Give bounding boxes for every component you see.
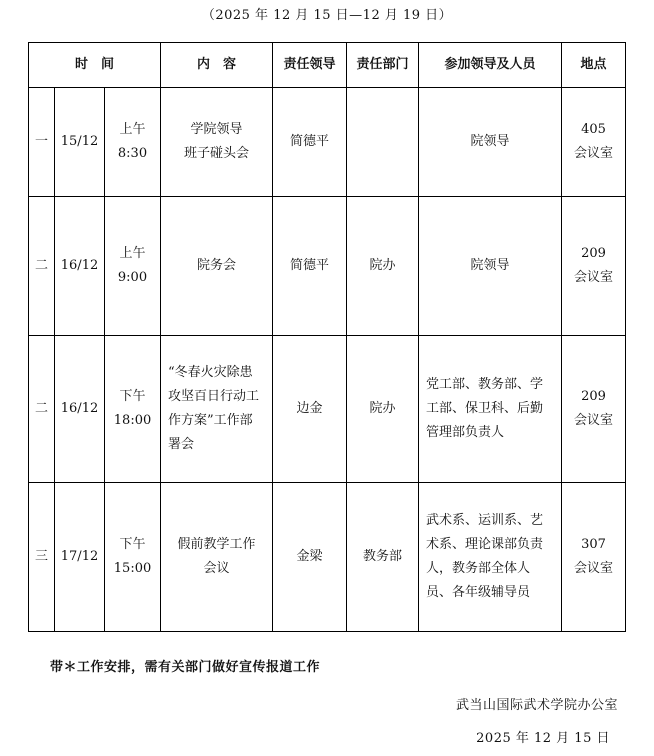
table-row <box>29 88 626 197</box>
header-leader: 责任领导 <box>273 43 347 88</box>
location-room: 405 <box>581 122 606 137</box>
table-header-row <box>29 43 626 88</box>
header-participants: 参加领导及人员 <box>419 43 562 88</box>
date-cell: 17/12 <box>55 483 105 632</box>
content-cell <box>161 197 273 336</box>
location-room: 307 <box>581 537 606 552</box>
leader-cell: 简德平 <box>273 88 347 197</box>
content-line: 会议 <box>203 561 230 576</box>
header-department: 责任部门 <box>347 43 419 88</box>
date-cell: 16/12 <box>55 197 105 336</box>
department-cell: 院办 <box>347 336 419 483</box>
weekly-schedule-table <box>28 42 626 632</box>
time-cell <box>105 197 161 336</box>
department-cell: 教务部 <box>347 483 419 632</box>
location-name: 会议室 <box>574 270 614 285</box>
participants-cell <box>419 483 562 632</box>
period-label: 上午 <box>119 122 146 137</box>
table-row <box>29 336 626 483</box>
participants-cell: 院领导 <box>419 88 562 197</box>
location-name: 会议室 <box>574 413 614 428</box>
location-cell <box>562 483 626 632</box>
department-cell: 院办 <box>347 197 419 336</box>
participants-text: 武术系、运训系、艺术系、理论课部负责人，教务部全体人员、各年级辅导员 <box>426 513 544 600</box>
period-label: 下午 <box>119 537 146 552</box>
issuing-office: 武当山国际武术学院办公室 <box>455 698 618 713</box>
table-row <box>29 483 626 632</box>
location-cell <box>562 197 626 336</box>
content-cell <box>161 483 273 632</box>
header-time: 时 间 <box>29 43 161 88</box>
clock-label: 9:00 <box>117 270 148 285</box>
location-cell <box>562 336 626 483</box>
participants-text: 党工部、教务部、学工部、保卫科、后勤管理部负责人 <box>426 377 544 440</box>
period-label: 上午 <box>119 246 146 261</box>
location-name: 会议室 <box>574 561 614 576</box>
clock-label: 15:00 <box>113 561 152 576</box>
leader-cell: 简德平 <box>273 197 347 336</box>
leader-cell: 金梁 <box>273 483 347 632</box>
time-cell <box>105 336 161 483</box>
weekday-cell: 三 <box>29 483 55 632</box>
date-cell: 16/12 <box>55 336 105 483</box>
content-line: 学院领导 <box>190 122 243 137</box>
date-cell: 15/12 <box>55 88 105 197</box>
location-name: 会议室 <box>574 146 614 161</box>
content-cell <box>161 88 273 197</box>
time-cell <box>105 483 161 632</box>
leader-cell: 边金 <box>273 336 347 483</box>
period-label: 下午 <box>119 389 146 404</box>
weekday-cell: 二 <box>29 197 55 336</box>
content-text: “冬春火灾除患攻坚百日行动工作方案”工作部署会 <box>168 365 260 452</box>
location-room: 209 <box>581 246 606 261</box>
clock-label: 18:00 <box>113 413 152 428</box>
weekday-cell: 二 <box>29 336 55 483</box>
clock-label: 8:30 <box>117 146 148 161</box>
time-cell <box>105 88 161 197</box>
department-cell <box>347 88 419 197</box>
header-location: 地点 <box>562 43 626 88</box>
content-line: 院务会 <box>197 258 237 273</box>
header-content: 内 容 <box>161 43 273 88</box>
location-room: 209 <box>581 389 606 404</box>
participants-cell <box>419 336 562 483</box>
table-row <box>29 197 626 336</box>
issue-date: 2025 年 12 月 15 日 <box>476 731 610 746</box>
participants-cell: 院领导 <box>419 197 562 336</box>
content-line: 班子碰头会 <box>184 146 250 161</box>
schedule-date-range: （2025 年 12 月 15 日—12 月 19 日） <box>201 8 453 23</box>
weekday-cell: 一 <box>29 88 55 197</box>
content-line: 假前教学工作 <box>177 537 256 552</box>
content-cell <box>161 336 273 483</box>
publicity-note: 带＊工作安排，需有关部门做好宣传报道工作 <box>50 660 321 675</box>
location-cell <box>562 88 626 197</box>
